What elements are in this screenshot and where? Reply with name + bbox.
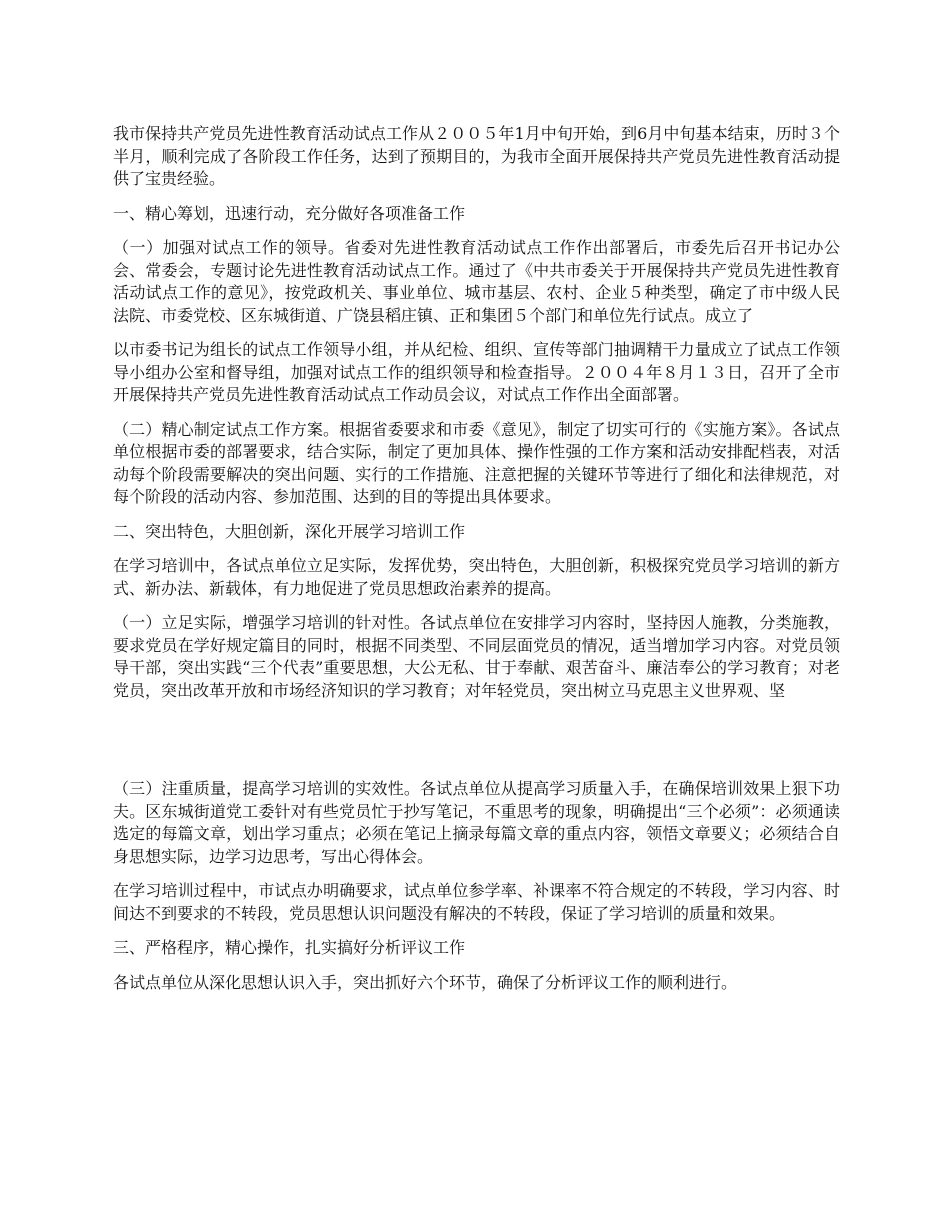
section-heading-2: 二、突出特色，大胆创新，深化开展学习培训工作 [113, 521, 466, 541]
paragraph-1-1-continued: 以市委书记为组长的试点工作领导小组，并从纪检、组织、宣传等部门抽调精干力量成立了试点工作领导小组办公室和督导组，加强对试点工作的组织领导和检查指导。２００４年８月１３日，召开了全市开展保持共产党员先进性教育活动试点工作动员会议，对试点工作作出全面部署。 [113, 340, 840, 404]
blank-gap [113, 714, 840, 778]
paragraph-2-1: （一）立足实际，增强学习培训的针对性。各试点单位在安排学习内容时，坚持因人施教，分类施教，要求党员在学好规定篇目的同时，根据不同类型、不同层面党员的情况，适当增加学习内容。对党员领导干部，突出实践“三个代表”重要思想，大公无私、甘于奉献、艰苦奋斗、廉洁奉公的学习教育；对老党员，突出改革开放和市场经济知识的学习教育；对年轻党员，突出树立马克思主义世界观、坚 [113, 613, 840, 700]
paragraph-2-3: （三）注重质量，提高学习培训的实效性。各试点单位从提高学习质量入手，在确保培训效果上狠下功夫。区东城街道党工委针对有些党员忙于抄写笔记，不重思考的现象，明确提出“三个必须”：必须通读选定的每篇文章，划出学习重点；必须在笔记上摘录每篇文章的重点内容，领悟文章要义；必须结合自身思想实际，边学习边思考，写出心得体会。 [113, 779, 840, 866]
paragraph-1-2: （二）精心制定试点工作方案。根据省委要求和市委《意见》，制定了切实可行的《实施方案》。各试点单位根据市委的部署要求，结合实际，制定了更加具体、操作性强的工作方案和活动安排配档表，对活动每个阶段需要解决的突出问题、实行的工作措施、注意把握的关键环节等进行了细化和法律规范，对每个阶段的活动内容、参加范围、达到的目的等提出具体要求。 [113, 419, 840, 506]
section-heading-1: 一、精心筹划，迅速行动，充分做好各项准备工作 [113, 203, 466, 223]
paragraph-2-intro: 在学习培训中，各试点单位立足实际，发挥优势，突出特色，大胆创新，积极探究党员学习培训的新方式、新办法、新载体，有力地促进了党员思想政治素养的提高。 [113, 556, 840, 598]
document-body [113, 123, 840, 1006]
paragraph-1-1: （一）加强对试点工作的领导。省委对先进性教育活动试点工作作出部署后，市委先后召开书记办公会、常委会，专题讨论先进性教育活动试点工作。通过了《中共市委关于开展保持共产党员先进性教育活动试点工作的意见》，按党政机关、事业单位、城市基层、农村、企业５种类型，确定了市中级人民法院、市委党校、区东城街道、广饶县稻庄镇、正和集团５个部门和单位先行试点。成立了 [113, 238, 840, 325]
paragraph-3-intro: 各试点单位从深化思想认识入手，突出抓好六个环节，确保了分析评议工作的顺利进行。 [113, 972, 738, 992]
section-heading-3: 三、严格程序，精心操作，扎实搞好分析评议工作 [113, 938, 466, 957]
paragraph-2-summary: 在学习培训过程中，市试点办明确要求，试点单位参学率、补课率不符合规定的不转段，学习内容、时间达不到要求的不转段，党员思想认识问题没有解决的不转段，保证了学习培训的质量和效果。 [113, 881, 840, 923]
intro-paragraph: 我市保持共产党员先进性教育活动试点工作从２００５年1月中旬开始，到6月中旬基本结束，历时３个半月，顺利完成了各阶段工作任务，达到了预期目的，为我市全面开展保持共产党员先进性教育活动提供了宝贵经验。 [113, 124, 840, 188]
